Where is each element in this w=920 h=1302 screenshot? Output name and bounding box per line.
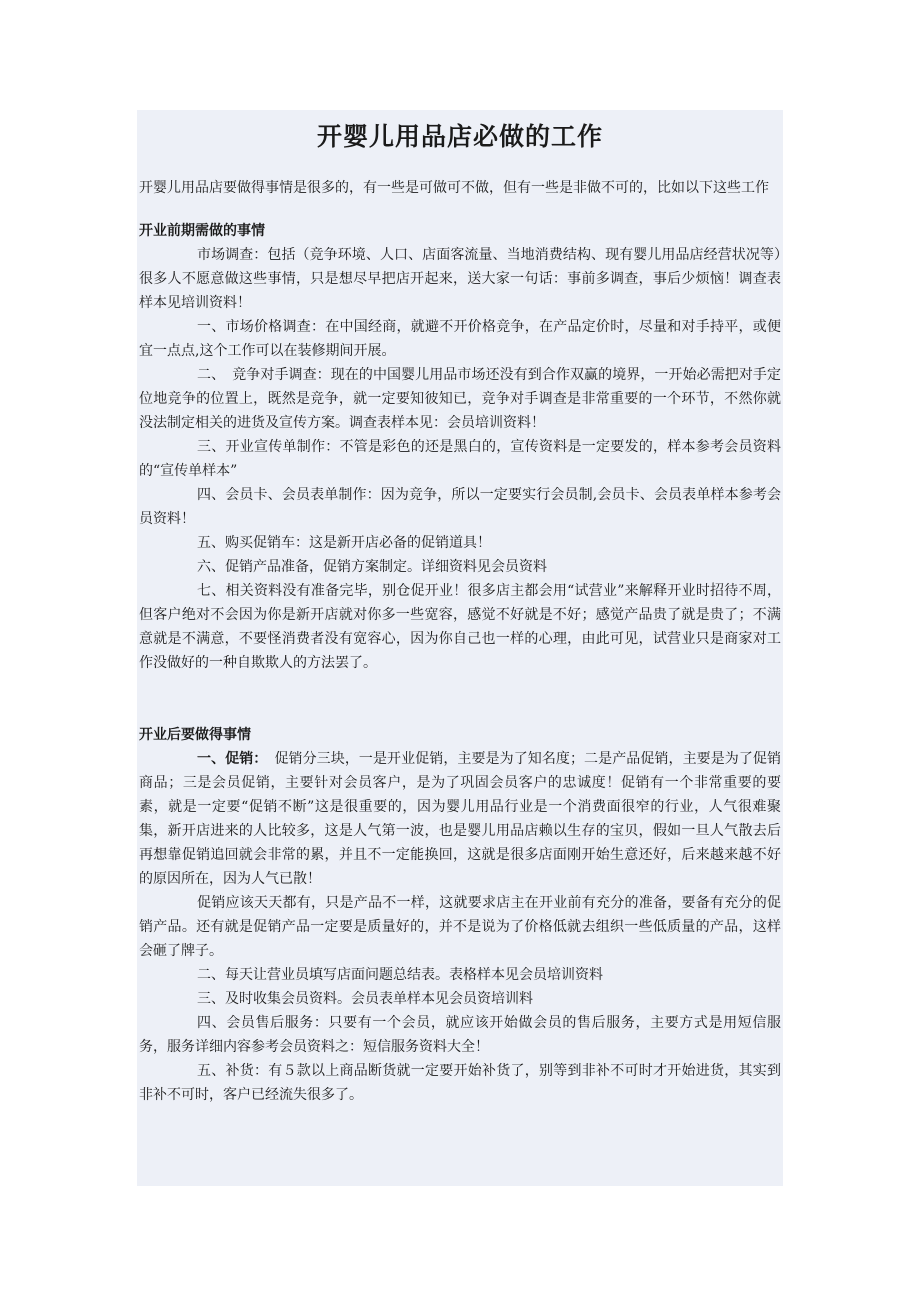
promotion-lead: 一、促销： <box>197 751 261 767</box>
document-page <box>137 110 783 1186</box>
paragraph: 六、促销产品准备，促销方案制定。详细资料见会员资料 <box>197 559 547 575</box>
paragraph: 促销应该天天都有，只是产品不一样，这就要求店主在开业前有充分的准备，要备有充分的促销产品。还有就是促销产品一定要是质量好的，并不是说为了价格低就去组织一些低质量的产品，这样会砸了牌子。 <box>139 895 781 959</box>
paragraph: 四、会员售后服务：只要有一个会员，就应该开始做会员的售后服务，主要方式是用短信服务，服务详细内容参考会员资料之：短信服务资料大全！ <box>139 1015 781 1055</box>
section-heading-pre-opening: 开业前期需做的事情 <box>139 223 265 239</box>
paragraph: 三、开业宣传单制作：不管是彩色的还是黑白的，宣传资料是一定要发的，样本参考会员资料的“宣传单样本” <box>139 439 781 479</box>
paragraph: 三、及时收集会员资料。会员表单样本见会员资培训料 <box>197 991 533 1007</box>
paragraph: 市场调查：包括（竞争环境、人口、店面客流量、当地消费结构、现有婴儿用品店经营状况等）很多人不愿意做这些事情，只是想尽早把店开起来，送大家一句话：事前多调查，事后少烦恼！调查表样本见培训资料！ <box>139 247 781 311</box>
paragraph: 一、市场价格调查：在中国经商，就避不开价格竞争，在产品定价时，尽量和对手持平，或便宜一点点,这个工作可以在装修期间开展。 <box>139 319 781 359</box>
paragraph: 五、补货：有５款以上商品断货就一定要开始补货了，别等到非补不可时才开始进货，其实到非补不可时，客户已经流失很多了。 <box>139 1063 781 1103</box>
spacer <box>139 200 781 219</box>
paragraph: 四、会员卡、会员表单制作：因为竞争，所以一定要实行会员制,会员卡、会员表单样本参考会员资料！ <box>139 487 781 527</box>
spacer <box>139 675 781 723</box>
page-title: 开婴儿用品店必做的工作 <box>316 122 603 151</box>
paragraph: 五、购买促销车：这是新开店必备的促销道具！ <box>197 535 491 551</box>
section-heading-post-opening: 开业后要做得事情 <box>139 727 251 743</box>
promotion-paragraph <box>139 747 781 891</box>
promotion-text: 促销分三块，一是开业促销，主要是为了知名度；二是产品促销，主要是为了促销商品；三是会员促销，主要针对会员客户，是为了巩固会员客户的忠诚度！促销有一个非常重要的要素，就是一定要“促销不断”这是很重要的，因为婴儿用品行业是一个消费面很窄的行业，人气很难聚集，新开店进来的人比较多，这是人气第一波，也是婴儿用品店赖以生存的宝贝，假如一旦人气散去后再想靠促销追回就会非常的累，并且不一定能换回，这就是很多店面刚开始生意还好，后来越来越不好的原因所在，因为人气已散！ <box>139 751 782 887</box>
paragraph: 二、 竞争对手调查：现在的中国婴儿用品市场还没有到合作双赢的境界，一开始必需把对手定位地竞争的位置上，既然是竞争，就一定要知彼知已，竞争对手调查是非常重要的一个环节，不然你就没法制定相关的进货及宣传方案。调查表样本见：会员培训资料！ <box>139 367 781 431</box>
paragraph: 二、每天让营业员填写店面问题总结表。表格样本见会员培训资料 <box>197 967 603 983</box>
paragraph: 七、相关资料没有准备完毕，别仓促开业！很多店主都会用“试营业”来解释开业时招待不周，但客户绝对不会因为你是新开店就对你多一些宽容，感觉不好就是不好；感觉产品贵了就是贵了；不满意就是不满意，不要怪消费者没有宽容心，因为你自己也一样的心理，由此可见，试营业只是商家对工作没做好的一种自欺欺人的方法罢了。 <box>139 583 781 671</box>
intro-paragraph: 开婴儿用品店要做得事情是很多的，有一些是可做可不做，但有一些是非做不可的，比如以下这些工作 <box>139 180 769 196</box>
